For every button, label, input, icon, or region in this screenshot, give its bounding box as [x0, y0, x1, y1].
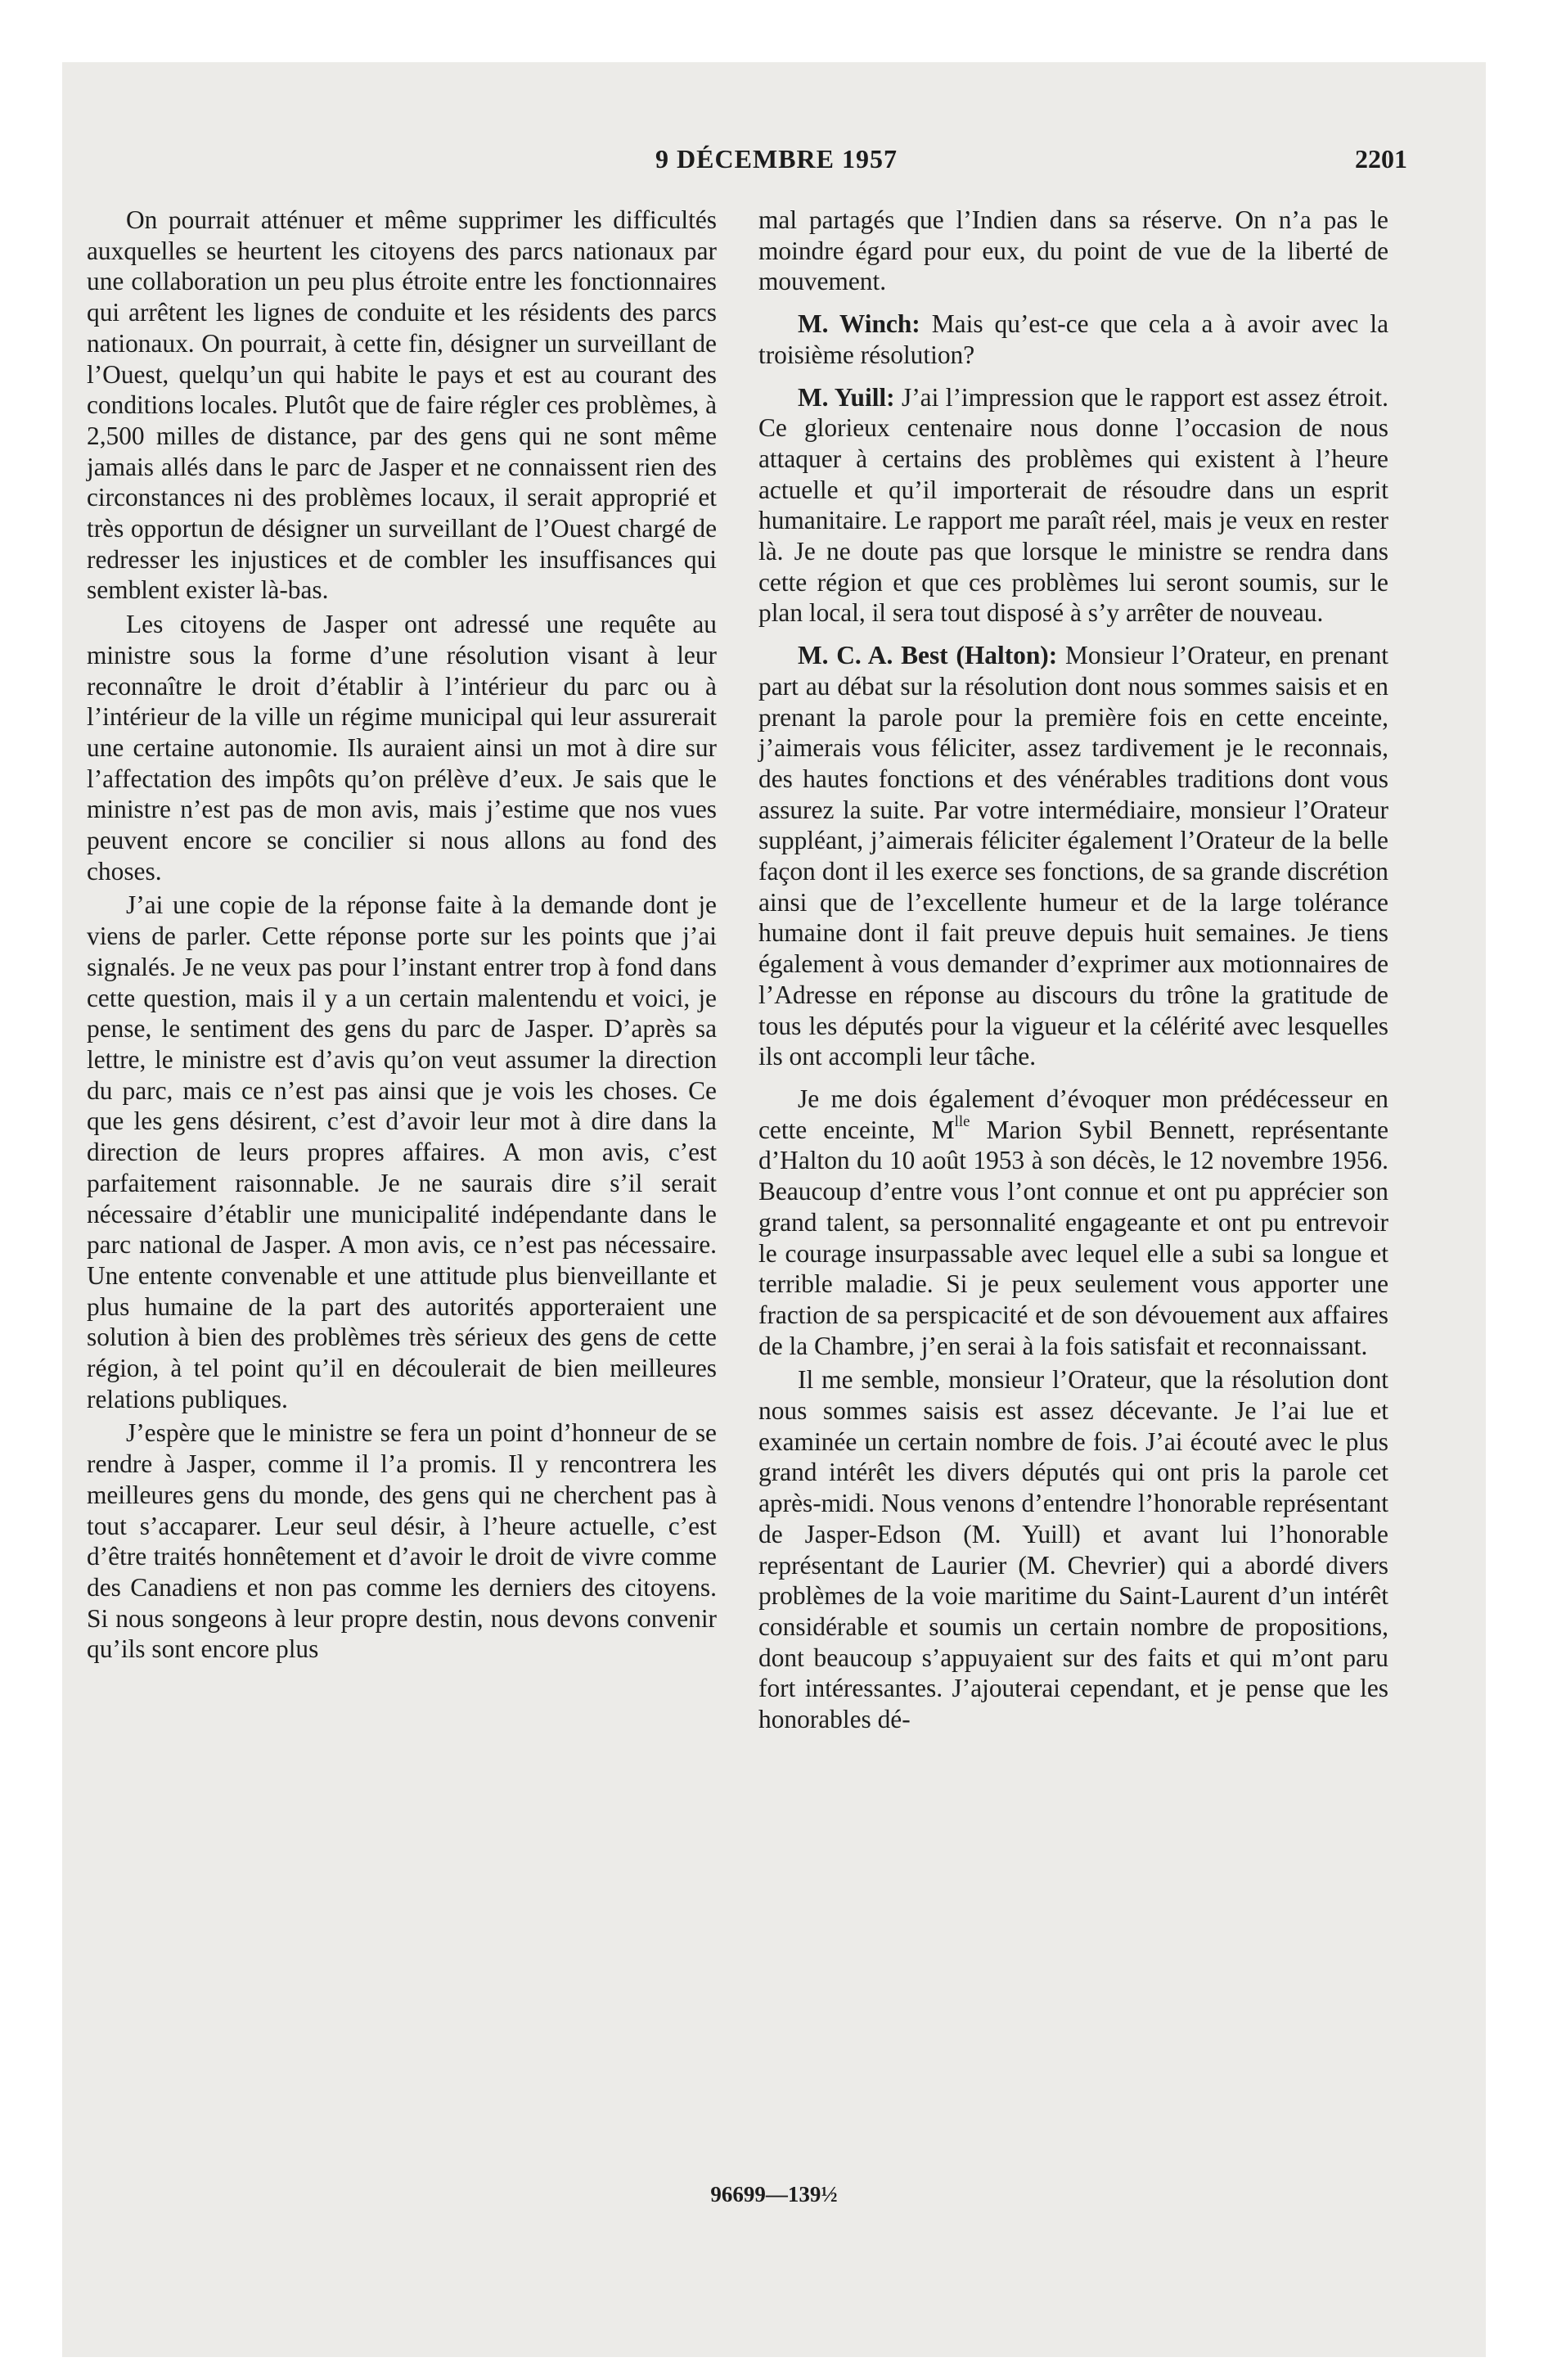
header-date: 9 DÉCEMBRE 1957: [655, 144, 898, 174]
superscript-abbrev: lle: [954, 1112, 970, 1130]
paragraph: J’espère que le ministre se fera un point d’honneur de se rendre à Jasper, comme il l’a promis. Il y rencontrera les meilleures gens du monde, des gens qui ne cherchent pas à tout s’accaparer. Leur seul désir, à l’heure actuelle, c’est d’être traités honnêtement et d’avoir le droit de vivre comme des Canadiens et non pas comme les derniers des citoyens. Si nous songeons à leur propre destin, nous devons convenir qu’ils sont encore plus: [87, 1418, 717, 1664]
page-header: [146, 144, 1407, 177]
speech-text: Monsieur l’Orateur, en prenant part au débat sur la résolution dont nous sommes saisis et en prenant la parole pour la première fois en cette enceinte, j’aimerais vous féliciter, assez tardivement je le reconnais, des hautes fonctions et des vénérables traditions dont vous assurez la suite. Par votre intermédiaire, monsieur l’Orateur suppléant, j’aimerais féliciter également l’Orateur de la belle façon dont il les exerce ses fonctions, de sa grande discrétion ainsi que de l’excellente humeur et de la large tolérance humaine dont il fait preuve depuis huit semaines. Je tiens également à vous demander d’exprimer aux motionnaires de l’Adresse en réponse au discours du trône la gratitude de tous les députés pour la vigueur et la célérité avec lesquelles ils ont accompli leur tâche.: [758, 641, 1388, 1071]
speaker-name: M. Yuill:: [798, 382, 895, 412]
page-number: 2201: [1355, 144, 1407, 174]
speaker-name: M. Winch:: [798, 309, 920, 339]
left-column: [87, 205, 717, 1668]
speaker-name: M. C. A. Best (Halton):: [798, 641, 1058, 670]
paragraph-text: Je me dois également d’évoquer mon prédécesseur en cette enceinte, M: [758, 1084, 1388, 1144]
paragraph: On pourrait atténuer et même supprimer les difficultés auxquelles se heurtent les citoyens des parcs nationaux par une collaboration un peu plus étroite entre les fonctionnaires qui arrêtent les lignes de conduite et les résidents des parcs nationaux. On pourrait, à cette fin, désigner un surveillant de l’Ouest, quelqu’un qui habite le pays et est au courant des conditions locales. Plutôt que de faire régler ces problèmes, à 2,500 milles de distance, par des gens qui ne sont même jamais allés dans le parc de Jasper et ne connaissent rien des circonstances ni des problèmes locaux, il serait approprié et très opportun de désigner un surveillant de l’Ouest chargé de redresser les injustices et de combler les insuffisances qui semblent exister là-bas.: [87, 205, 717, 605]
paragraph: Il me semble, monsieur l’Orateur, que la résolution dont nous sommes saisis est assez décevante. Je l’ai lue et examinée un certain nombre de fois. J’ai écouté avec le plus grand intérêt les divers députés qui ont pris la parole cet après-midi. Nous venons d’entendre l’honorable représentant de Jasper-Edson (M. Yuill) et avant lui l’honorable représentant de Laurier (M. Chevrier) qui a abordé divers problèmes de la voie maritime du Saint-Laurent d’un intérêt considérable et soumis un certain nombre de propositions, dont beaucoup s’appuyaient sur des faits et qui m’ont paru fort intéressantes. J’ajouterai cependant, et je pense que les honorables dé-: [758, 1365, 1388, 1734]
speech-paragraph: [758, 382, 1388, 629]
speech-text: J’ai l’impression que le rapport est assez étroit. Ce glorieux centenaire nous donne l’occasion de nous attaquer à certains des problèmes qui existent à l’heure actuelle et qu’il importerait de résoudre dans un esprit humanitaire. Le rapport me paraît réel, mais je veux en rester là. Je ne doute pas que lorsque le ministre se rendra dans cette région et que ces problèmes lui seront soumis, sur le plan local, il sera tout disposé à s’y arrêter de nouveau.: [758, 382, 1388, 628]
paragraph-text: Marion Sybil Bennett, représentante d’Halton du 10 août 1953 à son décès, le 12 novembre 1956. Beaucoup d’entre vous l’ont connue et ont pu apprécier son grand talent, sa personnalité engageante et ont pu entrevoir le courage insurpassable avec lequel elle a subi sa longue et terrible maladie. Si je peux seulement vous apporter une fraction de sa perspicacité et de son dévouement aux affaires de la Chambre, j’en serai à la fois satisfait et reconnaissant.: [758, 1115, 1389, 1360]
paragraph: mal partagés que l’Indien dans sa réserve. On n’a pas le moindre égard pour eux, du point de vue de la liberté de mouvement.: [758, 205, 1388, 296]
speech-text: Mais qu’est-ce que cela a à avoir avec la troisième résolution?: [758, 309, 1388, 369]
speech-paragraph: [758, 640, 1388, 1072]
right-column: [758, 205, 1388, 1738]
paragraph: J’ai une copie de la réponse faite à la demande dont je viens de parler. Cette réponse porte sur les points que j’ai signalés. Je ne veux pas pour l’instant entrer trop à fond dans cette question, mais il y a un certain malentendu et voici, je pense, le sentiment des gens du parc de Jasper. D’après sa lettre, le ministre est d’avis qu’on veut assumer la direction du parc, mais ce n’est pas ainsi que je vois les choses. Ce que les gens désirent, c’est d’avoir leur mot à dire dans la direction de leurs propres affaires. A mon avis, c’est parfaitement raisonnable. Je ne saurais dire s’il serait nécessaire d’établir une municipalité indépendante dans le parc national de Jasper. A mon avis, ce n’est pas nécessaire. Une entente convenable et une attitude plus bienveillante et plus humaine de la part des autorités apporteraient une solution à bien des problèmes très sérieux des gens de cette région, à tel point qu’il en découlerait de bien meilleures relations publiques.: [87, 890, 717, 1413]
paragraph: [758, 1084, 1388, 1361]
page-footer: 96699—139½: [710, 2182, 838, 2206]
speech-paragraph: [758, 309, 1388, 370]
paragraph: Les citoyens de Jasper ont adressé une requête au ministre sous la forme d’une résolution visant à leur reconnaître le droit d’établir à l’intérieur du parc ou à l’intérieur de la ville un régime municipal qui leur assurerait une certaine autonomie. Ils auraient ainsi un mot à dire sur l’affectation des impôts qu’on prélève d’eux. Je sais que le ministre n’est pas de mon avis, mais j’estime que nos vues peuvent encore se concilier si nous allons au fond des choses.: [87, 610, 717, 886]
